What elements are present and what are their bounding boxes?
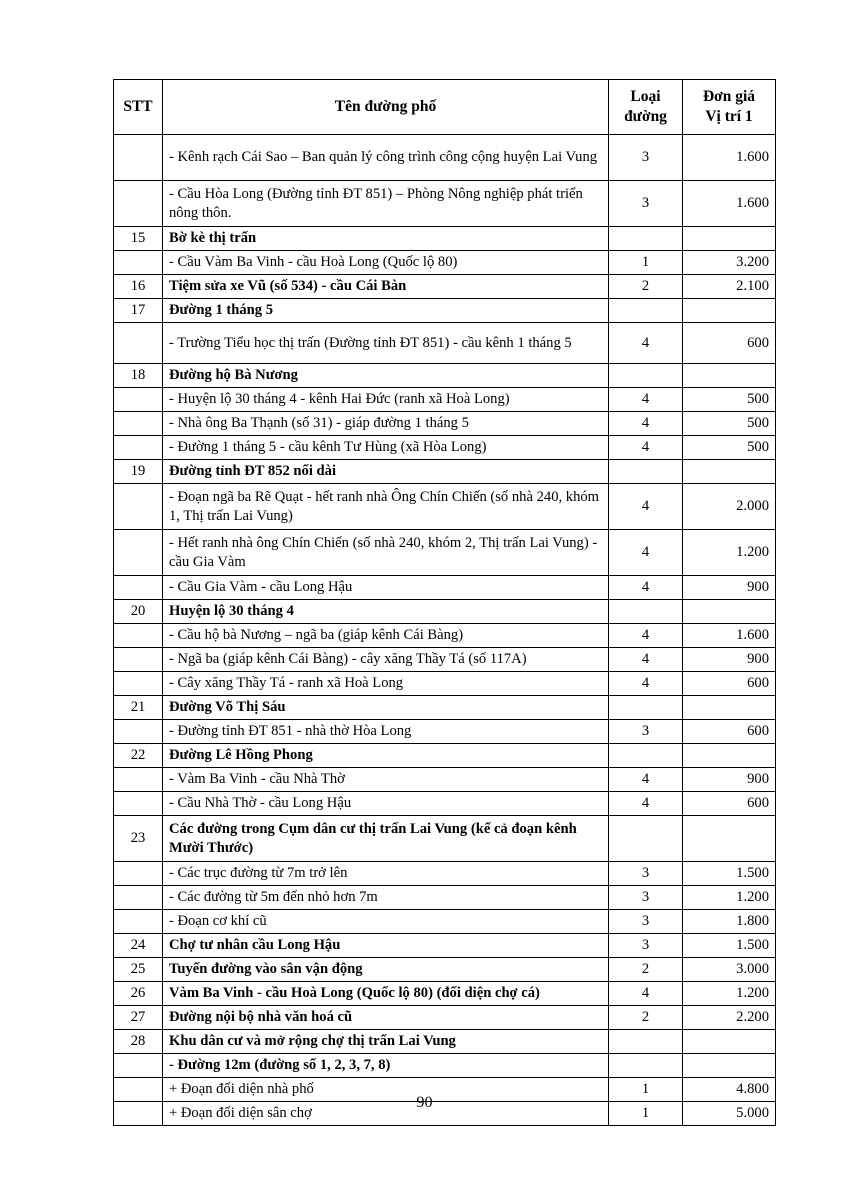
row-unit-price-cell: 900: [683, 768, 776, 792]
row-stt-cell: [114, 181, 163, 227]
row-stt-cell: [114, 886, 163, 910]
row-unit-price-cell: 1.600: [683, 181, 776, 227]
row-stt-cell: [114, 720, 163, 744]
row-unit-price-cell: 500: [683, 436, 776, 460]
row-road-type-cell: [609, 816, 683, 862]
row-road-type-cell: [609, 744, 683, 768]
row-unit-price-cell: 600: [683, 672, 776, 696]
row-unit-price-cell: 500: [683, 412, 776, 436]
row-unit-price-cell: 3.200: [683, 251, 776, 275]
row-street-name-cell: Đường Lê Hồng Phong: [163, 744, 609, 768]
row-street-name-cell: - Huyện lộ 30 tháng 4 - kênh Hai Đức (ranh xã Hoà Long): [163, 388, 609, 412]
row-road-type-cell: [609, 227, 683, 251]
row-road-type-cell: 4: [609, 982, 683, 1006]
table-row: [114, 672, 776, 696]
table-row: [114, 768, 776, 792]
table-row: [114, 135, 776, 181]
row-street-name-cell: - Đoạn ngã ba Rẽ Quạt - hết ranh nhà Ông Chín Chiến (số nhà 240, khóm 1, Thị trấn Lai Vung): [163, 484, 609, 530]
row-unit-price-cell: 600: [683, 792, 776, 816]
row-street-name-cell: Chợ tư nhân cầu Long Hậu: [163, 934, 609, 958]
row-stt-cell: 24: [114, 934, 163, 958]
land-price-table: [113, 79, 776, 1126]
row-stt-cell: 18: [114, 364, 163, 388]
row-road-type-cell: 4: [609, 624, 683, 648]
row-unit-price-cell: 4.800: [683, 1078, 776, 1102]
row-stt-cell: [114, 388, 163, 412]
row-street-name-cell: Các đường trong Cụm dân cư thị trấn Lai Vung (kể cả đoạn kênh Mười Thước): [163, 816, 609, 862]
row-unit-price-cell: 2.000: [683, 484, 776, 530]
table-row: [114, 181, 776, 227]
row-street-name-cell: - Cầu Nhà Thờ - cầu Long Hậu: [163, 792, 609, 816]
row-unit-price-cell: 1.200: [683, 886, 776, 910]
row-street-name-cell: Tuyến đường vào sân vận động: [163, 958, 609, 982]
table-row: [114, 299, 776, 323]
row-stt-cell: [114, 576, 163, 600]
header-stt: STT: [114, 80, 163, 135]
row-street-name-cell: - Vàm Ba Vinh - cầu Nhà Thờ: [163, 768, 609, 792]
row-stt-cell: [114, 768, 163, 792]
row-unit-price-cell: 1.200: [683, 982, 776, 1006]
table-row: [114, 792, 776, 816]
row-stt-cell: 15: [114, 227, 163, 251]
row-stt-cell: [114, 862, 163, 886]
row-street-name-cell: Vàm Ba Vinh - cầu Hoà Long (Quốc lộ 80) (đối diện chợ cá): [163, 982, 609, 1006]
header-road-type-text: Loại đường: [624, 88, 667, 125]
row-street-name-cell: - Cây xăng Thầy Tá - ranh xã Hoà Long: [163, 672, 609, 696]
row-unit-price-cell: 1.800: [683, 910, 776, 934]
row-road-type-cell: 4: [609, 768, 683, 792]
row-stt-cell: 20: [114, 600, 163, 624]
row-street-name-cell: - Đường tỉnh ĐT 851 - nhà thờ Hòa Long: [163, 720, 609, 744]
row-street-name-cell: Khu dân cư và mở rộng chợ thị trấn Lai Vung: [163, 1030, 609, 1054]
row-stt-cell: 22: [114, 744, 163, 768]
table-row: [114, 460, 776, 484]
row-stt-cell: [114, 792, 163, 816]
row-road-type-cell: 2: [609, 1006, 683, 1030]
row-road-type-cell: 3: [609, 910, 683, 934]
row-street-name-cell: Đường nội bộ nhà văn hoá cũ: [163, 1006, 609, 1030]
row-stt-cell: [114, 323, 163, 364]
row-road-type-cell: [609, 1054, 683, 1078]
row-unit-price-cell: [683, 460, 776, 484]
row-stt-cell: 28: [114, 1030, 163, 1054]
row-unit-price-cell: 600: [683, 720, 776, 744]
row-unit-price-cell: [683, 299, 776, 323]
table-row: [114, 816, 776, 862]
row-street-name-cell: - Đường 1 tháng 5 - cầu kênh Tư Hùng (xã Hòa Long): [163, 436, 609, 460]
row-unit-price-cell: [683, 600, 776, 624]
table-row: [114, 1054, 776, 1078]
row-road-type-cell: 3: [609, 181, 683, 227]
row-unit-price-cell: 1.200: [683, 530, 776, 576]
table-row: [114, 934, 776, 958]
row-street-name-cell: - Các đường từ 5m đến nhỏ hơn 7m: [163, 886, 609, 910]
table-row: [114, 910, 776, 934]
row-unit-price-cell: 1.600: [683, 135, 776, 181]
row-road-type-cell: 3: [609, 886, 683, 910]
row-road-type-cell: 4: [609, 672, 683, 696]
row-unit-price-cell: 1.600: [683, 624, 776, 648]
row-street-name-cell: Huyện lộ 30 tháng 4: [163, 600, 609, 624]
row-street-name-cell: - Cầu Hòa Long (Đường tỉnh ĐT 851) – Phòng Nông nghiệp phát triển nông thôn.: [163, 181, 609, 227]
row-street-name-cell: + Đoạn đối diện nhà phố: [163, 1078, 609, 1102]
row-road-type-cell: 1: [609, 1078, 683, 1102]
row-road-type-cell: 3: [609, 862, 683, 886]
row-unit-price-cell: 5.000: [683, 1102, 776, 1126]
row-street-name-cell: Đường 1 tháng 5: [163, 299, 609, 323]
row-road-type-cell: [609, 364, 683, 388]
table-row: [114, 576, 776, 600]
row-street-name-cell: Bờ kè thị trấn: [163, 227, 609, 251]
row-unit-price-cell: 900: [683, 648, 776, 672]
table-row: [114, 1030, 776, 1054]
row-unit-price-cell: [683, 816, 776, 862]
row-stt-cell: [114, 624, 163, 648]
table-row: [114, 388, 776, 412]
row-unit-price-cell: [683, 1030, 776, 1054]
row-unit-price-cell: 3.000: [683, 958, 776, 982]
row-stt-cell: [114, 648, 163, 672]
row-road-type-cell: 4: [609, 792, 683, 816]
row-street-name-cell: - Cầu Gia Vàm - cầu Long Hậu: [163, 576, 609, 600]
row-street-name-cell: + Đoạn đối diện sân chợ: [163, 1102, 609, 1126]
row-road-type-cell: 4: [609, 412, 683, 436]
row-stt-cell: 26: [114, 982, 163, 1006]
row-road-type-cell: 3: [609, 934, 683, 958]
table-row: [114, 744, 776, 768]
row-street-name-cell: Tiệm sửa xe Vũ (số 534) - cầu Cái Bàn: [163, 275, 609, 299]
table-row: [114, 624, 776, 648]
row-road-type-cell: 4: [609, 530, 683, 576]
table-body: [114, 135, 776, 1126]
row-road-type-cell: [609, 696, 683, 720]
row-unit-price-cell: 900: [683, 576, 776, 600]
row-stt-cell: 16: [114, 275, 163, 299]
row-street-name-cell: - Đoạn cơ khí cũ: [163, 910, 609, 934]
table-row: [114, 251, 776, 275]
row-unit-price-cell: 500: [683, 388, 776, 412]
row-road-type-cell: [609, 460, 683, 484]
row-stt-cell: [114, 1054, 163, 1078]
table-row: [114, 275, 776, 299]
row-unit-price-cell: 1.500: [683, 934, 776, 958]
row-road-type-cell: 4: [609, 323, 683, 364]
row-road-type-cell: 2: [609, 958, 683, 982]
row-road-type-cell: 3: [609, 720, 683, 744]
row-street-name-cell: - Cầu Vàm Ba Vinh - cầu Hoà Long (Quốc lộ 80): [163, 251, 609, 275]
row-stt-cell: 27: [114, 1006, 163, 1030]
table-row: [114, 886, 776, 910]
row-street-name-cell: Đường Võ Thị Sáu: [163, 696, 609, 720]
row-street-name-cell: - Nhà ông Ba Thạnh (số 31) - giáp đường 1 tháng 5: [163, 412, 609, 436]
table-row: [114, 1006, 776, 1030]
table-row: [114, 696, 776, 720]
row-street-name-cell: - Ngã ba (giáp kênh Cái Bàng) - cây xăng Thầy Tá (số 117A): [163, 648, 609, 672]
table-row: [114, 484, 776, 530]
table-row: [114, 648, 776, 672]
row-stt-cell: 17: [114, 299, 163, 323]
row-unit-price-cell: [683, 1054, 776, 1078]
row-street-name-cell: - Kênh rạch Cái Sao – Ban quản lý công trình công cộng huyện Lai Vung: [163, 135, 609, 181]
row-unit-price-cell: 2.100: [683, 275, 776, 299]
row-road-type-cell: 4: [609, 576, 683, 600]
table-row: [114, 227, 776, 251]
table-row: [114, 323, 776, 364]
row-road-type-cell: 2: [609, 275, 683, 299]
row-road-type-cell: 4: [609, 388, 683, 412]
row-road-type-cell: 4: [609, 484, 683, 530]
row-street-name-cell: Đường hộ Bà Nương: [163, 364, 609, 388]
table-row: [114, 600, 776, 624]
row-unit-price-cell: 2.200: [683, 1006, 776, 1030]
row-unit-price-cell: 600: [683, 323, 776, 364]
row-stt-cell: [114, 251, 163, 275]
row-unit-price-cell: 1.500: [683, 862, 776, 886]
table-row: [114, 364, 776, 388]
row-stt-cell: 21: [114, 696, 163, 720]
row-road-type-cell: [609, 600, 683, 624]
row-road-type-cell: 3: [609, 135, 683, 181]
row-road-type-cell: [609, 299, 683, 323]
row-stt-cell: [114, 910, 163, 934]
row-road-type-cell: 4: [609, 648, 683, 672]
row-street-name-cell: - Trường Tiểu học thị trấn (Đường tỉnh ĐT 851) - cầu kênh 1 tháng 5: [163, 323, 609, 364]
row-street-name-cell: Đường tỉnh ĐT 852 nối dài: [163, 460, 609, 484]
row-stt-cell: [114, 135, 163, 181]
row-stt-cell: 23: [114, 816, 163, 862]
row-street-name-cell: - Các trục đường từ 7m trở lên: [163, 862, 609, 886]
table-header-row: [114, 80, 776, 135]
row-street-name-cell: - Hết ranh nhà ông Chín Chiến (số nhà 240, khóm 2, Thị trấn Lai Vung) - cầu Gia Vàm: [163, 530, 609, 576]
row-stt-cell: [114, 484, 163, 530]
header-unit-price-text: Đơn giá Vị trí 1: [702, 88, 756, 125]
row-road-type-cell: 1: [609, 1102, 683, 1126]
row-unit-price-cell: [683, 364, 776, 388]
table-row: [114, 982, 776, 1006]
header-road-type: [609, 80, 683, 135]
row-street-name-cell: - Đường 12m (đường số 1, 2, 3, 7, 8): [163, 1054, 609, 1078]
row-stt-cell: 19: [114, 460, 163, 484]
row-stt-cell: [114, 412, 163, 436]
row-street-name-cell: - Cầu hộ bà Nương – ngã ba (giáp kênh Cái Bàng): [163, 624, 609, 648]
table-row: [114, 862, 776, 886]
table-row: [114, 412, 776, 436]
page-number: 90: [416, 1094, 433, 1111]
header-street-name: Tên đường phố: [163, 80, 609, 135]
row-unit-price-cell: [683, 744, 776, 768]
table-row: [114, 720, 776, 744]
row-unit-price-cell: [683, 696, 776, 720]
row-stt-cell: [114, 672, 163, 696]
table-row: [114, 958, 776, 982]
header-unit-price: [683, 80, 776, 135]
row-road-type-cell: 1: [609, 251, 683, 275]
table-row: [114, 436, 776, 460]
row-unit-price-cell: [683, 227, 776, 251]
row-stt-cell: 25: [114, 958, 163, 982]
row-stt-cell: [114, 436, 163, 460]
table-row: [114, 530, 776, 576]
row-stt-cell: [114, 530, 163, 576]
row-road-type-cell: 4: [609, 436, 683, 460]
row-road-type-cell: [609, 1030, 683, 1054]
